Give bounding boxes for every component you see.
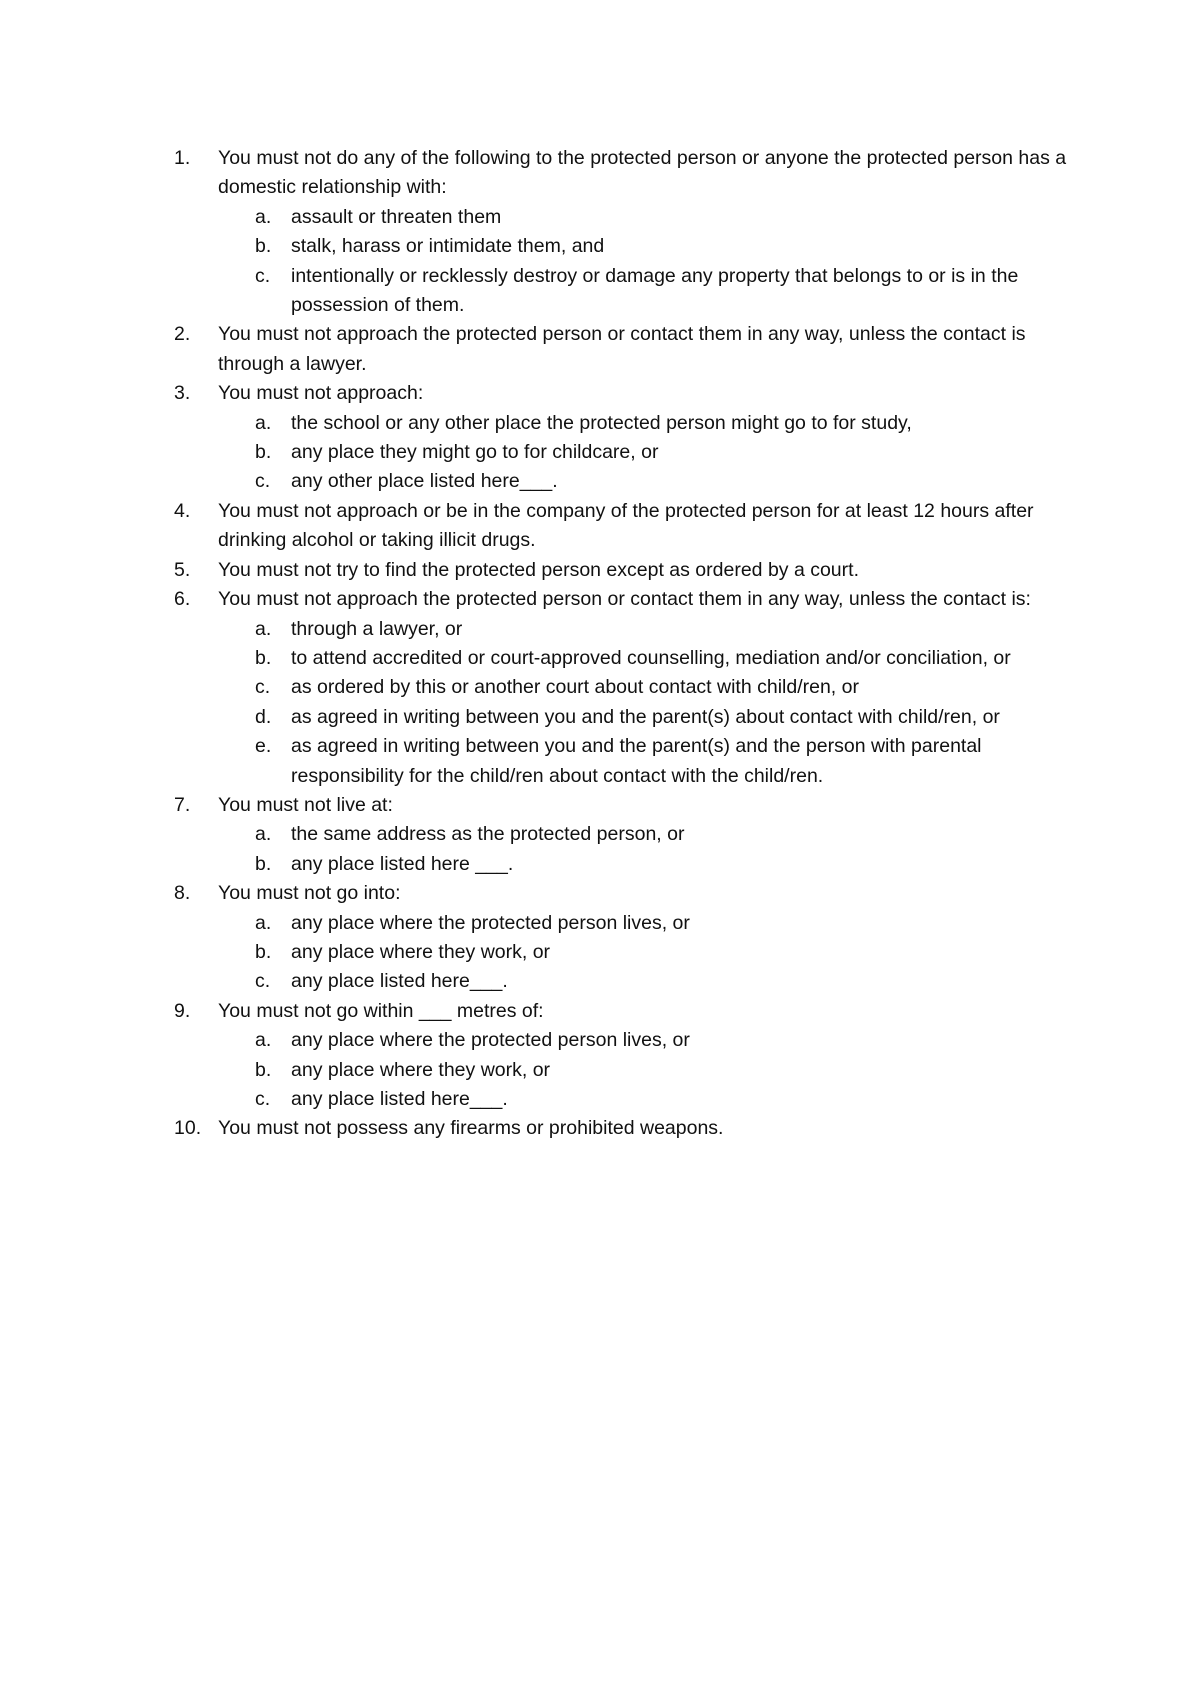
condition-item: [174, 997, 1074, 1115]
condition-item: [174, 320, 1074, 379]
condition-text: You must not approach:: [218, 382, 424, 405]
condition-subitem: [218, 673, 1074, 702]
condition-text: You must not go into:: [218, 882, 401, 905]
subitem-text: the same address as the protected person, or: [291, 823, 685, 846]
condition-subitem: [218, 262, 1074, 321]
subitem-text: to attend accredited or court-approved counselling, mediation and/or conciliation, or: [291, 646, 1011, 669]
subitem-text: stalk, harass or intimidate them, and: [291, 235, 605, 258]
subitem-letter: c.: [255, 1088, 271, 1110]
condition-number: 6.: [174, 588, 191, 611]
subitem-letter: c.: [255, 676, 271, 699]
subitem-text: any place where they work, or: [291, 940, 551, 963]
condition-item: [174, 585, 1074, 791]
condition-item: [174, 791, 1074, 879]
subitem-text: any place where they work, or: [291, 1058, 551, 1081]
condition-number: 5.: [174, 558, 191, 581]
condition-sublist: [218, 409, 1074, 497]
condition-number: 8.: [174, 882, 191, 905]
subitem-text: any place where the protected person lives, or: [291, 911, 690, 934]
condition-subitem: [218, 644, 1074, 673]
subitem-letter: c.: [255, 470, 271, 493]
subitem-letter: a.: [255, 205, 272, 228]
condition-sublist: [218, 1026, 1074, 1114]
condition-subitem: [218, 938, 1074, 967]
condition-text: You must not do any of the following to the protected person or anyone the protected person has a domestic relationship with:: [218, 147, 1067, 199]
subitem-letter: b.: [255, 852, 272, 875]
condition-item: [174, 144, 1074, 320]
condition-subitem: [218, 232, 1074, 261]
condition-item: [174, 556, 1074, 585]
subitem-text: any other place listed here___.: [291, 470, 558, 493]
condition-subitem: [218, 1085, 1074, 1114]
subitem-letter: c.: [255, 970, 271, 993]
subitem-letter: b.: [255, 441, 272, 464]
subitem-text: the school or any other place the protected person might go to for study,: [291, 411, 912, 434]
condition-subitem: [218, 703, 1074, 732]
subitem-text: any place they might go to for childcare, or: [291, 441, 659, 464]
condition-sublist: [218, 909, 1074, 997]
condition-text: You must not approach the protected person or contact them in any way, unless the contact is through a lawyer.: [218, 323, 1026, 375]
condition-text: You must not approach or be in the company of the protected person for at least 12 hours after drinking alcohol or taking illicit drugs.: [218, 499, 1034, 552]
subitem-text: any place where the protected person lives, or: [291, 1029, 690, 1052]
condition-text: You must not possess any firearms or prohibited weapons.: [218, 1117, 724, 1140]
condition-item: [174, 879, 1074, 997]
condition-number: 10.: [174, 1117, 202, 1140]
condition-number: 1.: [174, 147, 191, 169]
condition-subitem: [218, 615, 1074, 644]
condition-number: 3.: [174, 382, 191, 405]
conditions-list: [174, 144, 1074, 1144]
condition-subitem: [218, 409, 1074, 438]
condition-sublist: [218, 615, 1074, 791]
subitem-text: as ordered by this or another court about contact with child/ren, or: [291, 676, 859, 699]
subitem-letter: a.: [255, 911, 272, 934]
condition-number: 9.: [174, 999, 191, 1022]
condition-sublist: [218, 820, 1074, 879]
condition-text: You must not live at:: [218, 793, 393, 816]
condition-subitem: [218, 909, 1074, 938]
subitem-text: as agreed in writing between you and the parent(s) and the person with parental responsibility for the child/ren about contact with the child/ren.: [291, 735, 982, 787]
subitem-letter: d.: [255, 705, 272, 728]
condition-subitem: [218, 438, 1074, 467]
condition-subitem: [218, 967, 1074, 996]
condition-text: You must not try to find the protected person except as ordered by a court.: [218, 558, 859, 581]
subitem-letter: b.: [255, 1058, 272, 1081]
subitem-letter: b.: [255, 646, 272, 669]
condition-text: You must not go within ___ metres of:: [218, 999, 544, 1022]
condition-item: [174, 379, 1074, 497]
subitem-letter: a.: [255, 1029, 272, 1052]
subitem-text: as agreed in writing between you and the parent(s) about contact with child/ren, or: [291, 705, 1000, 728]
subitem-text: assault or threaten them: [291, 205, 502, 228]
subitem-text: through a lawyer, or: [291, 617, 463, 640]
condition-subitem: [218, 820, 1074, 849]
subitem-letter: b.: [255, 940, 272, 963]
condition-text: You must not approach the protected person or contact them in any way, unless the contact is:: [218, 588, 1031, 611]
condition-sublist: [218, 203, 1074, 321]
subitem-text: intentionally or recklessly destroy or damage any property that belongs to or is in the possession of them.: [291, 264, 1019, 317]
condition-item: [174, 497, 1074, 556]
subitem-text: any place listed here___.: [291, 970, 508, 993]
subitem-letter: a.: [255, 411, 272, 434]
condition-subitem: [218, 850, 1074, 879]
condition-subitem: [218, 203, 1074, 232]
condition-subitem: [218, 732, 1074, 791]
condition-number: 7.: [174, 793, 191, 816]
subitem-text: any place listed here ___.: [291, 852, 514, 875]
condition-item: [174, 1114, 1074, 1143]
condition-subitem: [218, 1056, 1074, 1085]
subitem-letter: a.: [255, 823, 272, 846]
subitem-letter: e.: [255, 735, 272, 758]
subitem-letter: b.: [255, 235, 272, 258]
subitem-text: any place listed here___.: [291, 1088, 508, 1110]
condition-number: 2.: [174, 323, 191, 346]
condition-subitem: [218, 1026, 1074, 1055]
subitem-letter: c.: [255, 264, 271, 287]
condition-subitem: [218, 467, 1074, 496]
condition-number: 4.: [174, 499, 191, 522]
subitem-letter: a.: [255, 617, 272, 640]
